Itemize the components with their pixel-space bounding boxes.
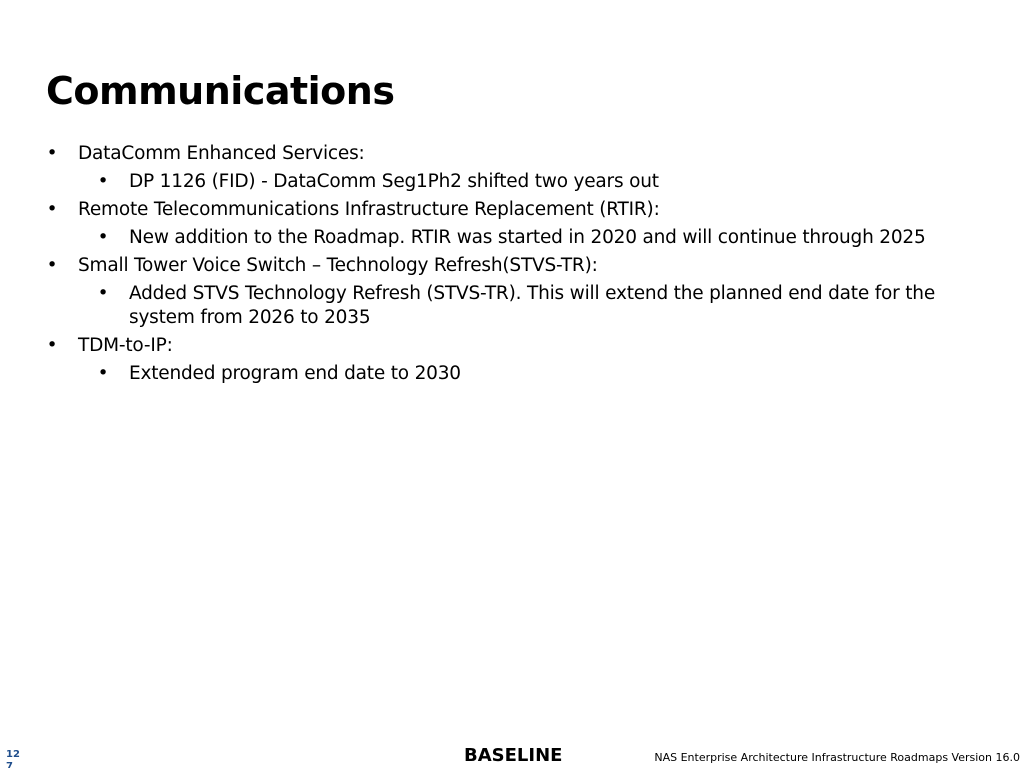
bullet-icon: • <box>46 143 58 164</box>
sub-bullet-item <box>46 170 966 194</box>
bullet-item <box>46 142 966 166</box>
bullet-text: Added STVS Technology Refresh (STVS-TR). This will extend the planned end date for the system from 2026 to 2035 <box>129 283 935 328</box>
baseline-label: BASELINE <box>464 745 563 766</box>
bullet-item <box>46 334 966 358</box>
bullet-text: DP 1126 (FID) - DataComm Seg1Ph2 shifted two years out <box>129 171 659 192</box>
document-title: NAS Enterprise Architecture Infrastructure Roadmaps Version 16.0 <box>654 751 1020 764</box>
bullet-text: DataComm Enhanced Services: <box>78 143 365 164</box>
bullet-text: Extended program end date to 2030 <box>129 363 461 384</box>
bullet-item <box>46 254 966 278</box>
bullet-text: New addition to the Roadmap. RTIR was started in 2020 and will continue through 2025 <box>129 227 926 248</box>
bullet-icon: • <box>97 283 109 304</box>
bullet-text: TDM-to-IP: <box>78 335 173 356</box>
slide-title: Communications <box>46 69 395 113</box>
bullet-list <box>46 142 966 390</box>
bullet-item <box>46 198 966 222</box>
page-number: 127 <box>6 749 20 768</box>
bullet-icon: • <box>97 227 109 248</box>
bullet-icon: • <box>97 171 109 192</box>
bullet-icon: • <box>46 335 58 356</box>
bullet-icon: • <box>46 199 58 220</box>
sub-bullet-item <box>46 362 966 386</box>
sub-bullet-item <box>46 282 966 330</box>
bullet-text: Small Tower Voice Switch – Technology Refresh(STVS-TR): <box>78 255 598 276</box>
bullet-text: Remote Telecommunications Infrastructure Replacement (RTIR): <box>78 199 660 220</box>
sub-bullet-item <box>46 226 966 250</box>
bullet-icon: • <box>97 363 109 384</box>
bullet-icon: • <box>46 255 58 276</box>
